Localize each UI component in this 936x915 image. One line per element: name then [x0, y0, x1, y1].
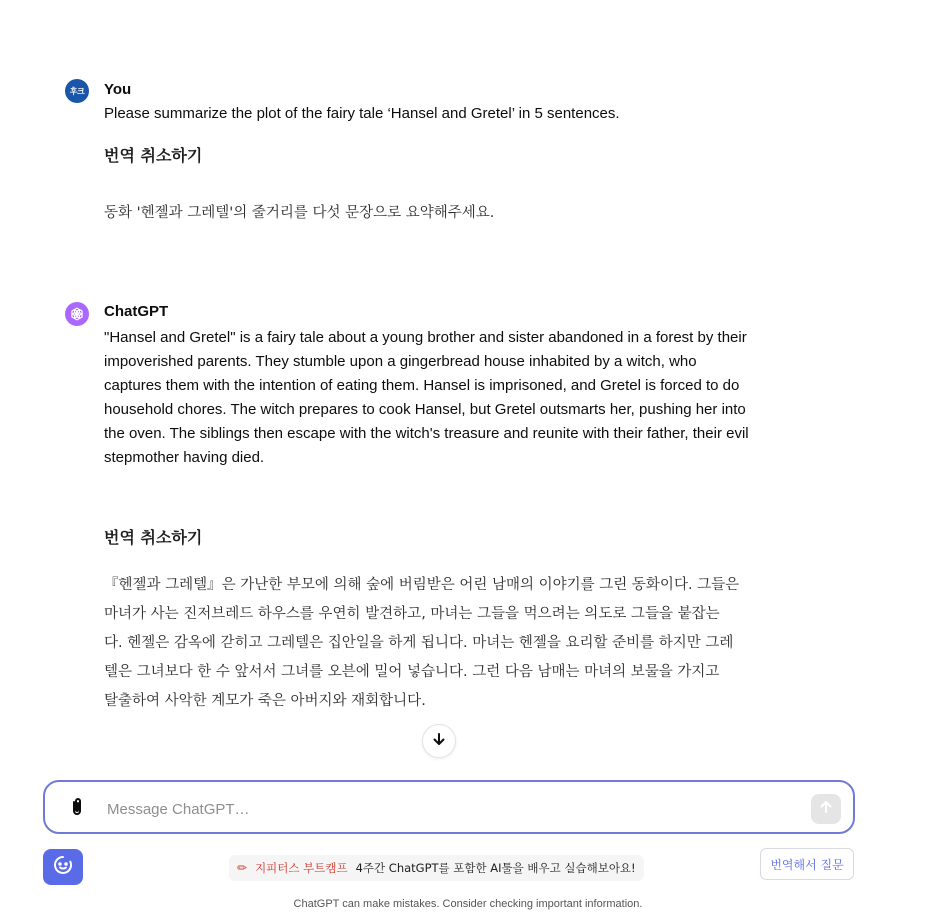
assistant-translation-line: 탈출하여 사악한 계모가 죽은 아버지와 재회합니다.	[104, 693, 426, 709]
arrow-up-icon	[819, 800, 833, 819]
assistant-response-line: impoverished parents. They stumble upon a gingerbread house inhabited by a witch, who	[104, 353, 697, 370]
assistant-translation-toggle[interactable]: 번역 취소하기	[104, 528, 203, 547]
user-author-name: You	[104, 81, 132, 98]
assistant-response-line: stepmother having died.	[104, 449, 265, 466]
assistant-response	[104, 326, 844, 470]
arrow-down-icon	[432, 732, 446, 751]
assistant-translation-line: 텔은 그녀보다 한 수 앞서서 그녀를 오븐에 밀어 넣습니다. 그런 다음 남매는 마녀의 보물을 가지고	[104, 664, 720, 680]
pencil-icon: ✏	[237, 861, 248, 875]
assistant-response-line: household chores. The witch prepares to cook Hansel, but Gretel outsmarts her, pushing her into	[104, 401, 746, 418]
assistant-response-line: the oven. The siblings then escape with the witch's treasure and reunite with their father, their evil	[104, 425, 749, 442]
message-composer	[43, 780, 855, 834]
user-message-text: Please summarize the plot of the fairy tale ‘Hansel and Gretel’ in 5 sentences.	[104, 105, 620, 122]
message-input[interactable]	[105, 796, 789, 822]
assistant-translation	[104, 571, 844, 716]
scroll-to-bottom-button[interactable]	[422, 724, 456, 758]
user-translation-toggle[interactable]: 번역 취소하기	[104, 146, 203, 165]
paperclip-icon[interactable]	[65, 795, 89, 819]
assistant-response-line: "Hansel and Gretel" is a fairy tale about a young brother and sister abandoned in a forest by their	[104, 329, 747, 346]
user-avatar: 후크	[65, 79, 89, 103]
assistant-response-line: captures them with the intention of eating them. Hansel is imprisoned, and Gretel is forced to do	[104, 377, 740, 394]
assistant-author-name: ChatGPT	[104, 303, 169, 320]
translate-and-ask-button[interactable]: 번역해서 질문	[760, 848, 854, 880]
assistant-translation-line: 『헨젤과 그레텔』은 가난한 부모에 의해 숲에 버림받은 어린 남매의 이야기를 그린 동화이다. 그들은	[104, 577, 740, 593]
user-translation-text: 동화 '헨젤과 그레텔'의 줄거리를 다섯 문장으로 요약해주세요.	[104, 205, 495, 221]
promo-banner[interactable]	[229, 855, 644, 881]
assistant-translation-line: 마녀가 사는 진저브레드 하우스를 우연히 발견하고, 마녀는 그들을 먹으려는 의도로 그들을 붙잡는	[104, 606, 720, 622]
disclaimer-text: ChatGPT can make mistakes. Consider checking important information.	[293, 898, 643, 910]
openai-logo-icon	[65, 302, 89, 326]
chat-bot-icon	[52, 854, 74, 881]
send-button[interactable]	[811, 794, 841, 824]
promo-brand: 지피터스 부트캠프	[255, 861, 348, 875]
assistant-translation-line: 다. 헨젤은 감옥에 갇히고 그레텔은 집안일을 하게 됩니다. 마녀는 헨젤을 요리할 준비를 하지만 그레	[104, 635, 734, 651]
promo-text: 4주간 ChatGPT를 포함한 AI툴을 배우고 실습해보아요!	[355, 861, 636, 875]
chat-bot-button[interactable]	[43, 849, 83, 885]
